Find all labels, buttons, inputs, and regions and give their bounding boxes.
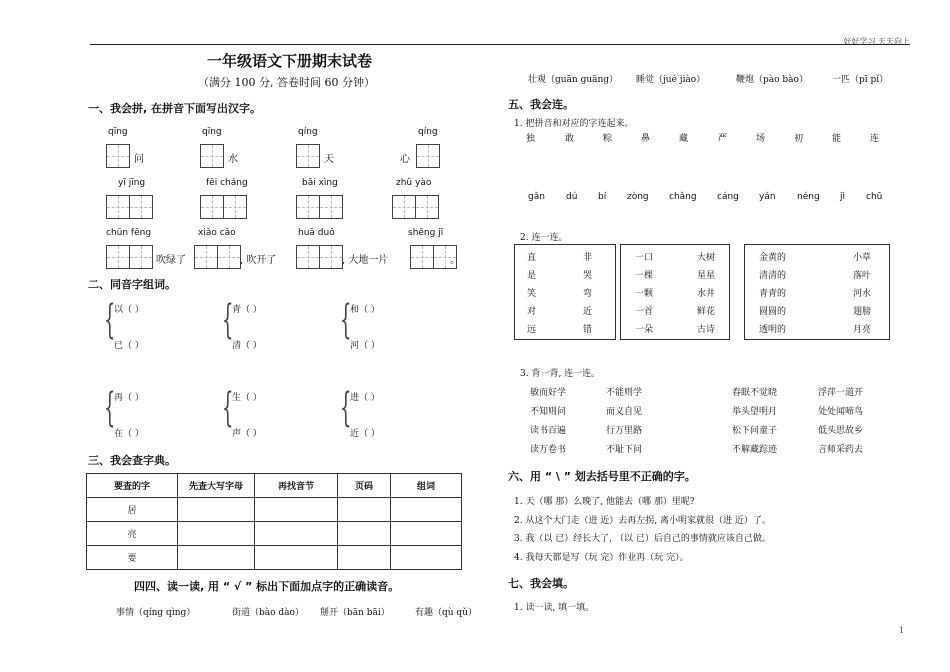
match-char[interactable]: 独 bbox=[526, 134, 536, 144]
col-header: 要查的字 bbox=[87, 474, 178, 498]
match-left[interactable]: 一棵 bbox=[635, 271, 654, 281]
reading-item: 事情（qíng qìng） bbox=[116, 608, 196, 618]
match-right[interactable]: 低头思故乡 bbox=[818, 426, 864, 436]
match-left[interactable]: 直 bbox=[527, 253, 537, 263]
exam-subtitle: （满分 100 分, 答卷时间 60 分钟） bbox=[198, 76, 375, 89]
brace-icon: { bbox=[104, 297, 116, 343]
match-left[interactable]: 读万卷书 bbox=[530, 445, 567, 455]
match-box bbox=[744, 244, 890, 340]
homophone-item: 声（ ） bbox=[232, 429, 262, 439]
sentence-item[interactable]: 1. 天（哪 那）么晚了, 他能去（哪 那）里呢? bbox=[514, 497, 695, 507]
homophone-item: 近（ ） bbox=[350, 429, 380, 439]
sentence-text: 。 bbox=[450, 255, 460, 266]
match-pinyin[interactable]: yán bbox=[759, 192, 776, 202]
match-box bbox=[620, 244, 730, 340]
char-label: 心 bbox=[400, 154, 410, 165]
answer-cell[interactable] bbox=[338, 546, 391, 570]
writing-grid[interactable] bbox=[200, 195, 247, 219]
homophone-item: 以（ ） bbox=[114, 305, 144, 315]
answer-cell[interactable] bbox=[255, 498, 338, 522]
match-pinyin[interactable]: bí bbox=[598, 192, 607, 202]
answer-cell[interactable] bbox=[178, 522, 255, 546]
match-left[interactable]: 松下问童子 bbox=[732, 426, 778, 436]
match-right[interactable]: 言师采药去 bbox=[818, 445, 864, 455]
match-left[interactable]: 对 bbox=[527, 307, 537, 317]
match-left[interactable]: 敏而好学 bbox=[530, 388, 567, 398]
question-text: 1. 读一读, 填一填。 bbox=[514, 603, 595, 613]
section-1-heading: 一、我会拼, 在拼音下面写出汉字。 bbox=[88, 102, 262, 115]
table-cell: 居 bbox=[87, 498, 178, 522]
match-left[interactable]: 一颗 bbox=[635, 289, 654, 299]
table-row bbox=[87, 546, 462, 570]
char-label: 问 bbox=[134, 154, 144, 165]
match-right[interactable]: 小草 bbox=[853, 253, 872, 263]
section-5-heading: 五、我会连。 bbox=[508, 98, 574, 111]
match-left[interactable]: 青青的 bbox=[759, 289, 787, 299]
col-header: 页码 bbox=[338, 474, 391, 498]
pinyin-label: xiǎo cǎo bbox=[198, 228, 236, 238]
answer-cell[interactable] bbox=[178, 546, 255, 570]
match-left[interactable]: 举头望明月 bbox=[732, 407, 778, 417]
homophone-item: 河（ ） bbox=[350, 341, 380, 351]
brace-icon: { bbox=[340, 297, 352, 343]
char-label: 天 bbox=[324, 154, 334, 165]
match-char[interactable]: 连 bbox=[870, 134, 880, 144]
match-right[interactable]: 月亮 bbox=[853, 325, 872, 335]
reading-item: 壮观（guān guāng） bbox=[528, 75, 619, 85]
match-right[interactable]: 不耻下问 bbox=[606, 445, 643, 455]
header-rule bbox=[90, 44, 910, 45]
answer-cell[interactable] bbox=[338, 498, 391, 522]
match-right[interactable]: 近 bbox=[583, 307, 593, 317]
homophone-item: 在（ ） bbox=[114, 429, 144, 439]
reading-item: 鞭炮（pào bào） bbox=[736, 75, 808, 85]
dictionary-table bbox=[86, 473, 462, 570]
sentence-item[interactable]: 2. 从这个大门走（进 近）去再左拐, 离小明家就很（进 近）了。 bbox=[514, 516, 771, 526]
section-3-heading: 三、我会查字典。 bbox=[88, 454, 176, 467]
pinyin-label: bǎi xìng bbox=[302, 178, 338, 188]
match-left[interactable]: 笑 bbox=[527, 289, 537, 299]
sentence-text: , 吹开了 bbox=[240, 255, 277, 266]
col-header: 再找音节 bbox=[255, 474, 338, 498]
match-right[interactable]: 哭 bbox=[583, 271, 593, 281]
question-text: 1. 把拼音和对应的字连起来。 bbox=[514, 119, 634, 129]
match-box bbox=[514, 244, 616, 340]
match-pinyin[interactable]: chū bbox=[866, 192, 883, 202]
match-left[interactable]: 金黄的 bbox=[759, 253, 787, 263]
match-right[interactable]: 水井 bbox=[697, 289, 716, 299]
homophone-item: 和（ ） bbox=[350, 305, 380, 315]
page-number: 1 bbox=[898, 626, 904, 635]
reading-item: 街道（bào dào） bbox=[232, 608, 304, 618]
match-right[interactable]: 翅膀 bbox=[853, 307, 872, 317]
match-right[interactable]: 古诗 bbox=[697, 325, 716, 335]
writing-grid[interactable] bbox=[392, 195, 439, 219]
match-right[interactable]: 大树 bbox=[697, 253, 716, 263]
match-left[interactable]: 读书百遍 bbox=[530, 426, 567, 436]
match-right[interactable]: 弯 bbox=[583, 289, 593, 299]
pinyin-label: chūn fēng bbox=[106, 228, 152, 238]
match-char[interactable]: 粽 bbox=[603, 134, 613, 144]
homophone-item: 已（ ） bbox=[114, 341, 144, 351]
sentence-text: , 大地一片 bbox=[342, 255, 389, 266]
match-char[interactable]: 鼻 bbox=[641, 134, 651, 144]
writing-grid[interactable] bbox=[296, 245, 343, 269]
pinyin-label: qíng bbox=[418, 127, 438, 137]
match-char[interactable]: 藏 bbox=[679, 134, 689, 144]
match-left[interactable]: 圆圆的 bbox=[759, 307, 787, 317]
sentence-text: 吹绿了 bbox=[156, 255, 186, 266]
table-row bbox=[87, 522, 462, 546]
match-char[interactable]: 敢 bbox=[565, 134, 575, 144]
brace-icon: { bbox=[222, 385, 234, 431]
match-right[interactable]: 错 bbox=[583, 325, 593, 335]
reading-item: 睡觉（jué jiào） bbox=[636, 75, 706, 85]
section-6-heading: 六、用 “ \ ” 划去括号里不正确的字。 bbox=[508, 470, 696, 483]
answer-cell[interactable] bbox=[391, 522, 462, 546]
brace-icon: { bbox=[222, 297, 234, 343]
homophone-item: 生（ ） bbox=[232, 393, 262, 403]
col-header: 组词 bbox=[391, 474, 462, 498]
match-left[interactable]: 是 bbox=[527, 271, 537, 281]
match-pinyin[interactable]: gǎn bbox=[528, 192, 545, 202]
reading-item: 有趣（qù qǔ） bbox=[415, 608, 477, 618]
match-left[interactable]: 远 bbox=[527, 325, 537, 335]
match-right[interactable]: 处处闻啼鸟 bbox=[818, 407, 864, 417]
answer-cell[interactable] bbox=[391, 546, 462, 570]
writing-grid[interactable] bbox=[194, 245, 241, 269]
pinyin-label: huā duǒ bbox=[298, 228, 335, 238]
homophone-item: 清（ ） bbox=[232, 341, 262, 351]
writing-grid[interactable] bbox=[106, 144, 130, 168]
homophone-item: 再（ ） bbox=[114, 393, 144, 403]
table-cell: 要 bbox=[87, 546, 178, 570]
homophone-item: 青（ ） bbox=[232, 305, 262, 315]
match-right[interactable]: 而义自见 bbox=[606, 407, 643, 417]
match-pinyin[interactable]: cáng bbox=[717, 192, 739, 202]
question-text: 2. 连一连。 bbox=[520, 233, 568, 243]
answer-cell[interactable] bbox=[255, 522, 338, 546]
homophone-item: 进（ ） bbox=[350, 393, 380, 403]
match-left[interactable]: 清清的 bbox=[759, 271, 787, 281]
answer-cell[interactable] bbox=[178, 498, 255, 522]
writing-grid[interactable] bbox=[106, 245, 153, 269]
pinyin-label: zhǔ yào bbox=[396, 178, 432, 188]
pinyin-label: yī jīng bbox=[118, 178, 146, 188]
table-row bbox=[87, 498, 462, 522]
question-text: 3. 背一背, 连一连。 bbox=[520, 369, 601, 379]
match-pinyin[interactable]: dú bbox=[566, 192, 578, 202]
writing-grid[interactable] bbox=[416, 144, 440, 168]
brace-icon: { bbox=[340, 385, 352, 431]
match-right[interactable]: 星星 bbox=[697, 271, 716, 281]
reading-item: 掰开（bān bāi） bbox=[320, 608, 390, 618]
match-right[interactable]: 鲜花 bbox=[697, 307, 716, 317]
match-char[interactable]: 能 bbox=[832, 134, 842, 144]
match-right[interactable]: 浮萍一道开 bbox=[818, 388, 864, 398]
brace-icon: { bbox=[104, 385, 116, 431]
match-left[interactable]: 一首 bbox=[635, 307, 654, 317]
match-char[interactable]: 严 bbox=[718, 134, 728, 144]
match-left[interactable]: 透明的 bbox=[759, 325, 787, 335]
reading-item: 一匹（pī pǐ） bbox=[832, 75, 889, 85]
match-right[interactable]: 不能则学 bbox=[606, 388, 643, 398]
match-left[interactable]: 不解藏踪迹 bbox=[732, 445, 778, 455]
table-cell: 亮 bbox=[87, 522, 178, 546]
answer-cell[interactable] bbox=[255, 546, 338, 570]
writing-grid[interactable] bbox=[296, 144, 320, 168]
pinyin-label: fēi cháng bbox=[206, 178, 248, 188]
writing-grid[interactable] bbox=[200, 144, 224, 168]
exam-title: 一年级语文下册期末试卷 bbox=[207, 52, 373, 70]
char-label: 水 bbox=[228, 154, 238, 165]
section-2-heading: 二、同音字组词。 bbox=[88, 278, 176, 291]
header-motto: 好好学习 天天向上 bbox=[843, 37, 910, 46]
pinyin-label: shēng jī bbox=[408, 228, 444, 238]
match-left[interactable]: 不知则问 bbox=[530, 407, 567, 417]
answer-cell[interactable] bbox=[391, 498, 462, 522]
section-7-heading: 七、我会填。 bbox=[508, 577, 574, 590]
answer-cell[interactable] bbox=[338, 522, 391, 546]
match-pinyin[interactable]: chǎng bbox=[669, 192, 697, 202]
col-header: 先查大写字母 bbox=[178, 474, 255, 498]
match-right[interactable]: 河水 bbox=[853, 289, 872, 299]
pinyin-label: qīng bbox=[202, 127, 222, 137]
match-right[interactable]: 行万里路 bbox=[606, 426, 643, 436]
match-right[interactable]: 落叶 bbox=[853, 271, 872, 281]
sentence-item[interactable]: 3. 我（以 已）经长大了, （以 已）后自己的事情就应该自己做。 bbox=[514, 534, 771, 544]
pinyin-label: qíng bbox=[298, 127, 318, 137]
pinyin-label: qīng bbox=[108, 127, 128, 137]
match-left[interactable]: 春眠不觉晓 bbox=[732, 388, 778, 398]
match-pinyin[interactable]: néng bbox=[797, 192, 820, 202]
match-char[interactable]: 场 bbox=[756, 134, 766, 144]
match-left[interactable]: 一口 bbox=[635, 253, 654, 263]
match-right[interactable]: 非 bbox=[583, 253, 593, 263]
sentence-item[interactable]: 4. 我每天都是写（玩 完）作业再（玩 完）。 bbox=[514, 553, 689, 563]
writing-grid[interactable] bbox=[106, 195, 153, 219]
writing-grid[interactable] bbox=[296, 195, 343, 219]
section-4-heading: 四四、读一读, 用 “ √ ” 标出下面加点字的正确读音。 bbox=[134, 580, 400, 593]
match-left[interactable]: 一朵 bbox=[635, 325, 654, 335]
match-pinyin[interactable]: jì bbox=[840, 192, 846, 202]
match-pinyin[interactable]: zòng bbox=[627, 192, 649, 202]
match-char[interactable]: 初 bbox=[794, 134, 804, 144]
